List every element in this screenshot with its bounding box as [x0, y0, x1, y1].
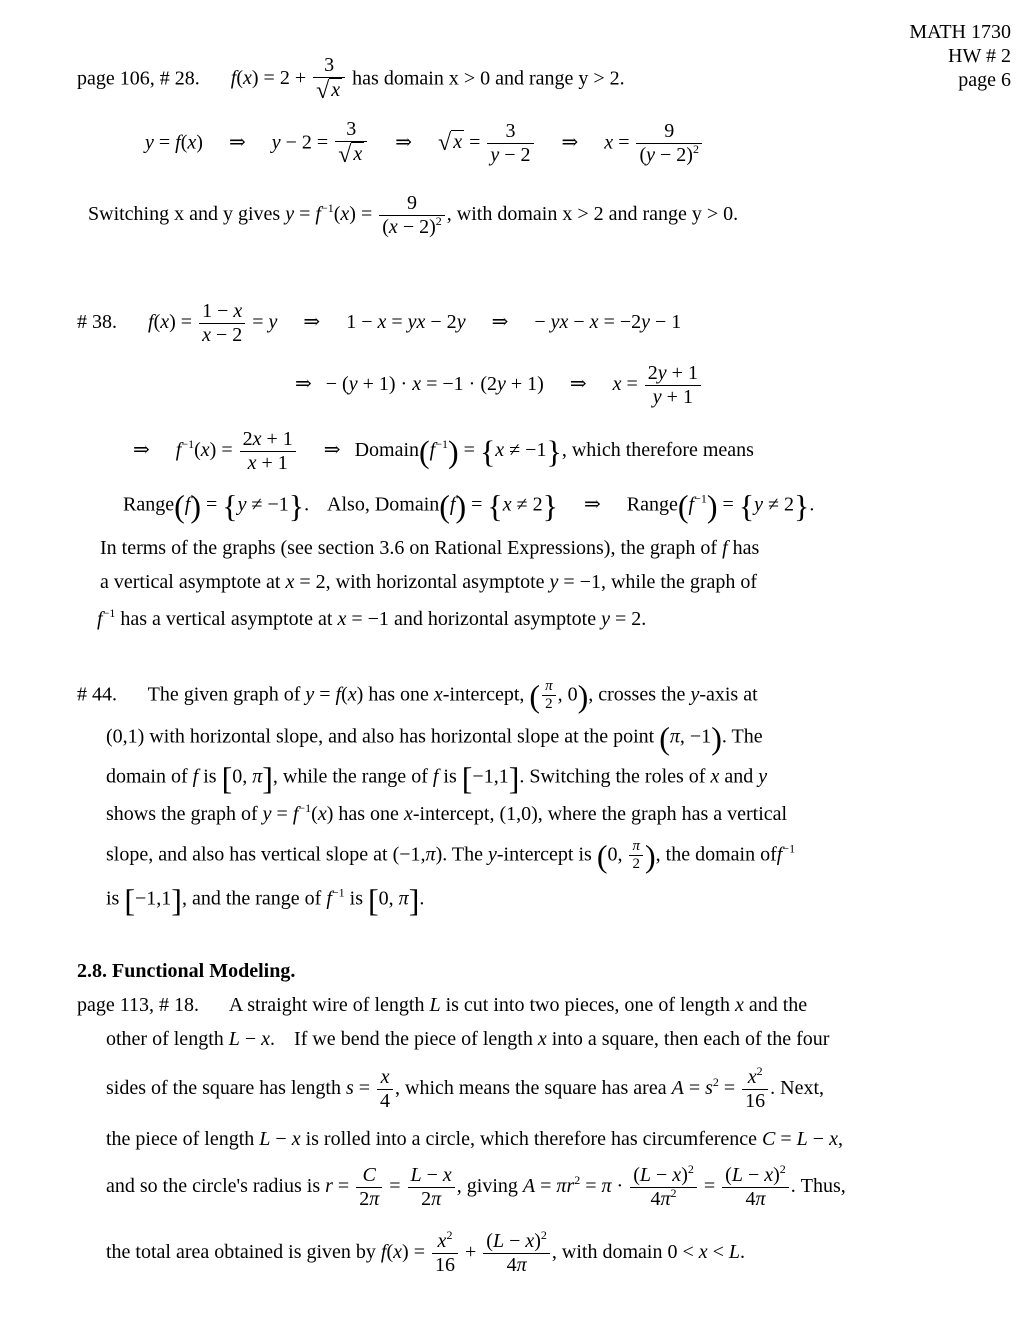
problem44-line6: is [−1,1], and the range of $f^{-1}$ is [0, π].: [106, 882, 425, 918]
section-heading: 2.8. Functional Modeling.: [77, 960, 296, 982]
problem28-inverse: Switching x and y gives $y = f^{-1}(x)$ = $\frac{9}{(x - 2)^2}$ , with domain x > 2 and range y > 0.: [88, 192, 739, 238]
problem18-line1: page 113, # 18. A straight wire of length L is cut into two pieces, one of length x and the: [77, 994, 808, 1016]
hw-label: HW # 2: [948, 45, 1011, 67]
problem38-graph-line2: a vertical asymptote at x = 2, with horizontal asymptote y = −1, while the graph of: [100, 571, 758, 593]
problem44-line5: slope, and also has vertical slope at (−1,π). The y-intercept is (0, $\frac{\pi}{2}$ ), the domain off$^{-1}$: [106, 837, 796, 874]
problem38-graph-line1: In terms of the graphs (see section 3.6 on Rational Expressions), the graph of f has: [100, 537, 760, 559]
problem18-line5: and so the circle's radius is r = $\frac{C}{2\pi}$ = $\frac{L - x}{2\pi}$ , giving $A = \pi r^2 = \pi$ · $\frac{(L - x)^2}{4\pi^2}$ = $\frac{(L - x)^2}{4\pi}$ . Thus,: [106, 1162, 846, 1210]
course-label: MATH 1730: [909, 21, 1011, 43]
problem18-line2: other of length L − x. If we bend the piece of length x into a square, then each of the four: [106, 1028, 830, 1050]
problem38-line1: # 38. f(x) = $\frac{1 - x}{x - 2}$ = y ⇒ 1 − x = yx − 2y ⇒ − yx − x = −2y − 1: [77, 300, 682, 346]
equation: f(x) = 2 + $\frac{3}{√ x}$: [231, 67, 347, 89]
page-number: page 6: [958, 69, 1011, 91]
problem38-line4: Range(f) = {y ≠ −1}. Also, Domain(f) = {x ≠ 2} ⇒ $Range(f^{-1}) = \{y \ne 2\}$.: [123, 488, 815, 524]
problem28-derivation: y = f(x) ⇒ y − 2 = $\frac{3}{√ x}$ ⇒ √ x = $\frac{3}{y - 2}$ ⇒ x = $\frac{9}{(y - 2)^2}$: [145, 118, 704, 170]
problem18-line6: the total area obtained is given by f(x) = $\frac{x^2}{16}$ + $\frac{(L - x)^2}{4\pi}$ , with domain 0 < x < L.: [106, 1228, 746, 1276]
problem18-line3: sides of the square has length s = $\frac{x}{4}$ , which means the square has area $A = s^2$ = $\frac{x^2}{16}$ . Next,: [106, 1064, 825, 1112]
problem18-line4: the piece of length L − x is rolled into a circle, which therefore has circumference C = L − x,: [106, 1128, 843, 1150]
page-header: [909, 20, 1011, 92]
problem38-line3: ⇒ $f^{-1}(x)$ = $\frac{2x + 1}{x + 1}$ ⇒ $Domain(f^{-1}) = \{x \ne -1\}$, which therefore means: [133, 428, 754, 474]
problem38-line2: ⇒ − (y + 1) · x = −1 · (2y + 1) ⇒ x = $\frac{2y + 1}{y + 1}$: [295, 362, 703, 409]
problem28-statement: page 106, # 28. f(x) = 2 + $\frac{3}{√ x}$ has domain x > 0 and range y > 2.: [77, 54, 625, 104]
problem44-line1: # 44. The given graph of y = f(x) has one x-intercept, ( $\frac{\pi}{2}$ , 0), crosses the y-axis at: [77, 677, 758, 714]
problem38-graph-line3: $f^{-1}$ has a vertical asymptote at x = −1 and horizontal asymptote y = 2.: [97, 606, 647, 630]
problem44-line2: (0,1) with horizontal slope, and also has horizontal slope at the point (π, −1). The: [106, 720, 763, 756]
problem44-line4: shows the graph of $y = f^{-1}(x)$ has one x-intercept, (1,0), where the graph has a vertical: [106, 801, 788, 825]
problem44-line3: domain of f is [0, π], while the range of f is [−1,1]. Switching the roles of x and y: [106, 760, 768, 796]
